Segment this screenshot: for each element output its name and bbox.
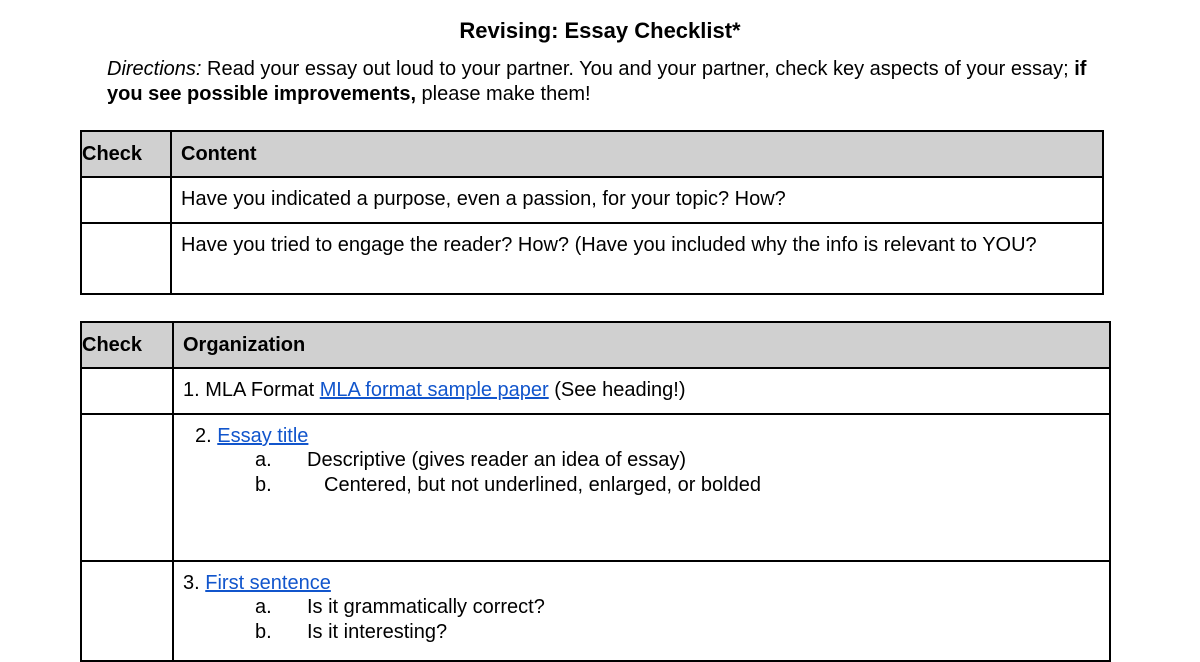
list-marker: a. [255, 449, 272, 471]
check-column-header: Check [81, 322, 173, 368]
directions-text-2: please make them! [416, 83, 591, 105]
list-item-text: Descriptive (gives reader an idea of essay) [307, 449, 687, 471]
list-item-text: Is it interesting? [307, 621, 448, 643]
content-column-header: Content [171, 131, 1103, 177]
list-marker: a. [255, 596, 272, 618]
check-cell[interactable] [81, 177, 171, 223]
item-suffix: (See heading!) [548, 379, 686, 401]
table-row [81, 177, 1103, 223]
table-row [81, 414, 1110, 561]
list-marker: b. [255, 621, 272, 643]
content-checklist-table [80, 130, 1104, 295]
organization-column-header: Organization [173, 322, 1110, 368]
essay-title-link[interactable]: Essay title [217, 425, 309, 447]
item-prefix: 2. [195, 425, 218, 447]
list-item [183, 449, 1109, 474]
list-item [183, 621, 1109, 646]
organization-cell [173, 414, 1110, 561]
directions-paragraph [107, 57, 1107, 107]
check-cell[interactable] [81, 368, 173, 414]
essay-title-item [183, 415, 1109, 449]
list-item-text: Is it grammatically correct? [307, 596, 545, 618]
organization-cell [173, 368, 1110, 414]
item-prefix: 1. MLA Format [183, 379, 320, 401]
item-prefix: 3. [183, 572, 206, 594]
document-title: Revising: Essay Checklist* [459, 18, 741, 43]
content-cell [171, 223, 1103, 294]
check-cell[interactable] [81, 223, 171, 294]
list-item [183, 596, 1109, 621]
content-item-text: Have you tried to engage the reader? How? (Have you included why the info is relevant to YOU? [181, 234, 1037, 256]
mla-format-item [183, 369, 1109, 403]
directions-label: Directions: [107, 58, 202, 80]
check-cell[interactable] [81, 561, 173, 661]
first-sentence-item [183, 562, 1109, 596]
table-header-row [81, 322, 1110, 368]
organization-cell [173, 561, 1110, 661]
table-header-row [81, 131, 1103, 177]
directions-text-1: Read your essay out loud to your partner. You and your partner, check key aspects of your essay; [201, 58, 1075, 80]
list-item [183, 474, 1109, 499]
list-marker: b. [255, 474, 272, 496]
organization-checklist-table [80, 321, 1111, 662]
list-item-text: Centered, but not underlined, enlarged, or bolded [324, 474, 761, 496]
table-row [81, 223, 1103, 294]
content-cell [171, 177, 1103, 223]
check-cell[interactable] [81, 414, 173, 561]
table-row [81, 368, 1110, 414]
content-item-text: Have you indicated a purpose, even a passion, for your topic? How? [181, 188, 786, 210]
first-sentence-link[interactable]: First sentence [205, 572, 331, 594]
mla-format-sample-paper-link[interactable]: MLA format sample paper [319, 379, 549, 401]
check-column-header: Check [81, 131, 171, 177]
table-row [81, 561, 1110, 661]
directions-bold-text: if you see possible improvements, [107, 58, 1087, 105]
